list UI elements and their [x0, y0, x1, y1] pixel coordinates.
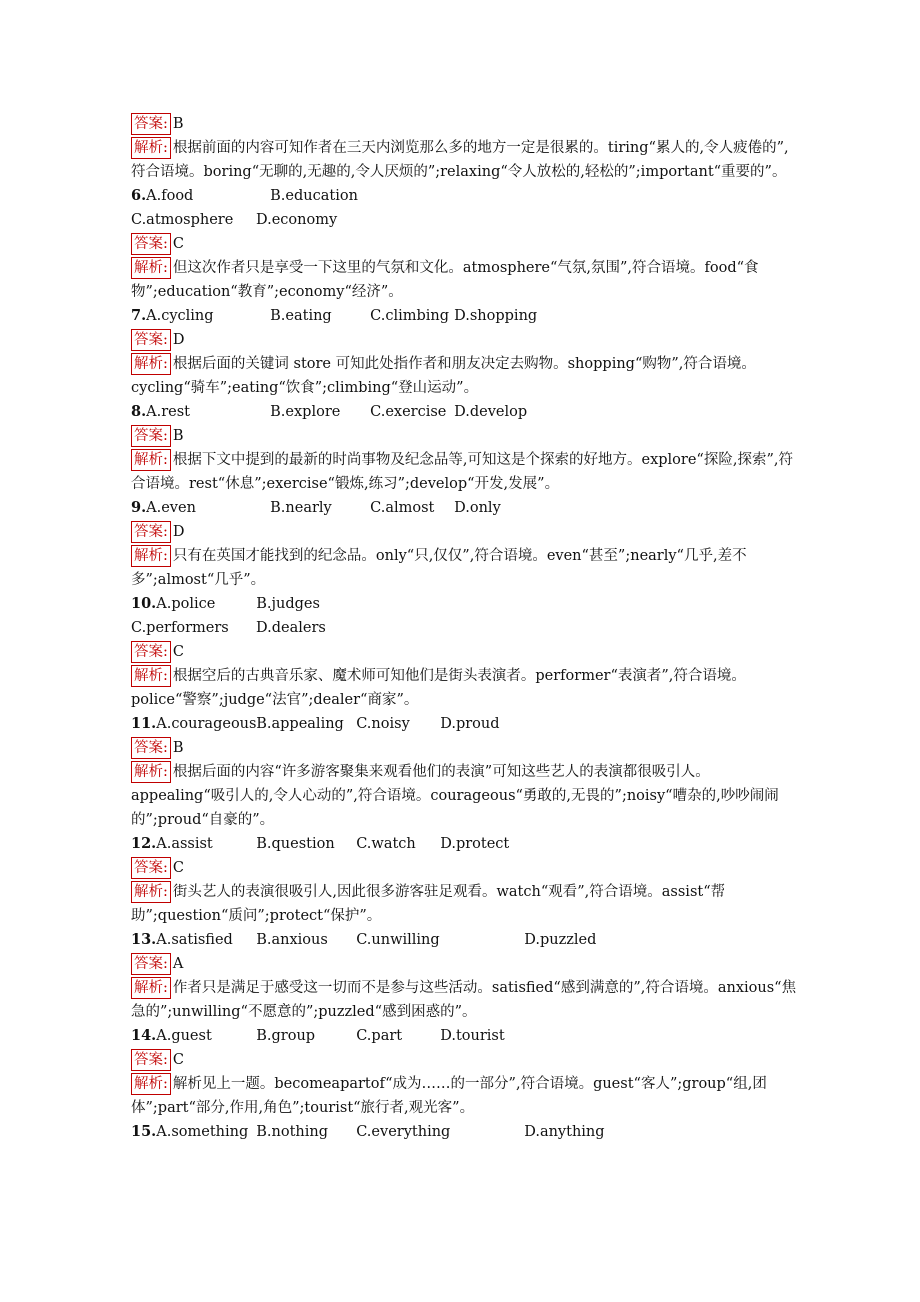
analysis-text: 根据空后的古典音乐家、魔术师可知他们是街头表演者。performer“表演者”,符合语境。police“警察”;judge“法官”;dealer“商家”。 — [131, 668, 746, 708]
option-b: B.eating — [270, 308, 332, 324]
analysis-text: 根据后面的内容“许多游客聚集来观看他们的表演”可知这些艺人的表演都很吸引人。appealing“吸引人的,令人心动的”,符合语境。courageous“勇敢的,无畏的”;noisy“嘈杂的,吵吵闹闹的”;proud“自豪的”。 — [131, 764, 779, 828]
analysis-text: 街头艺人的表演很吸引人,因此很多游客驻足观看。watch“观看”,符合语境。assist“帮助”;question“质问”;protect“保护”。 — [131, 884, 726, 924]
answer-value: C — [172, 1052, 184, 1068]
question-number: 15. — [131, 1123, 157, 1140]
option-c: C.climbing — [370, 308, 450, 324]
question-11-options — [131, 712, 803, 736]
option-d: D.develop — [454, 404, 528, 420]
answer-value: B — [172, 116, 184, 132]
analysis-row — [131, 1072, 803, 1120]
answer-tag: 答案: — [131, 233, 171, 255]
option-a: A.even — [146, 500, 196, 516]
option-b: B.explore — [270, 404, 341, 420]
analysis-text: 作者只是满足于感受这一切而不是参与这些活动。satisfied“感到满意的”,符合语境。anxious“焦急的”;unwilling“不愿意的”;puzzled“感到困惑的”。 — [131, 980, 797, 1020]
answer-tag: 答案: — [131, 857, 171, 879]
answer-value: C — [172, 860, 184, 876]
analysis-text: 只有在英国才能找到的纪念品。only“只,仅仅”,符合语境。even“甚至”;nearly“几乎,差不多”;almost“几乎”。 — [131, 548, 747, 588]
answer-tag: 答案: — [131, 329, 171, 351]
analysis-row — [131, 976, 803, 1024]
option-c: C.noisy — [356, 716, 410, 732]
option-a: A.satisfied — [156, 932, 233, 948]
option-d: D.tourist — [440, 1028, 505, 1044]
option-c: C.everything — [356, 1124, 451, 1140]
answer-value: C — [172, 236, 184, 252]
question-number: 9. — [131, 499, 147, 516]
option-b: B.nothing — [256, 1124, 328, 1140]
analysis-row — [131, 664, 803, 712]
answer-row — [131, 952, 803, 976]
question-15-options — [131, 1120, 803, 1144]
option-c: C.performers — [131, 620, 229, 636]
question-6-options-row-1 — [131, 184, 803, 208]
answer-tag: 答案: — [131, 1049, 171, 1071]
question-number: 8. — [131, 403, 147, 420]
answer-row — [131, 424, 803, 448]
analysis-tag: 解析: — [131, 881, 171, 903]
question-8-options — [131, 400, 803, 424]
option-d: D.economy — [256, 212, 338, 228]
answer-value: D — [172, 524, 185, 540]
question-12-options — [131, 832, 803, 856]
question-10-options-row-2 — [131, 616, 803, 640]
option-c: C.atmosphere — [131, 212, 234, 228]
option-d: D.protect — [440, 836, 510, 852]
answer-tag: 答案: — [131, 953, 171, 975]
analysis-tag: 解析: — [131, 449, 171, 471]
analysis-text: 但这次作者只是享受一下这里的气氛和文化。atmosphere“气氛,氛围”,符合语境。food“食物”;education“教育”;economy“经济”。 — [131, 260, 759, 300]
option-c: C.watch — [356, 836, 416, 852]
option-a: A.something — [156, 1124, 249, 1140]
analysis-tag: 解析: — [131, 257, 171, 279]
option-b: B.question — [256, 836, 335, 852]
option-c: C.exercise — [370, 404, 447, 420]
analysis-text: 根据后面的关键词 store 可知此处指作者和朋友决定去购物。shopping“购物”,符合语境。cycling“骑车”;eating“饮食”;climbing“登山运动”。 — [131, 356, 756, 396]
answer-row — [131, 1048, 803, 1072]
analysis-tag: 解析: — [131, 1073, 171, 1095]
option-c: C.part — [356, 1028, 403, 1044]
analysis-tag: 解析: — [131, 761, 171, 783]
analysis-row — [131, 544, 803, 592]
answer-row — [131, 112, 803, 136]
question-number: 13. — [131, 931, 157, 948]
answer-row — [131, 520, 803, 544]
analysis-row — [131, 136, 803, 184]
answer-tag: 答案: — [131, 641, 171, 663]
question-7-options — [131, 304, 803, 328]
answer-value: D — [172, 332, 185, 348]
question-number: 12. — [131, 835, 157, 852]
analysis-text: 根据下文中提到的最新的时尚事物及纪念品等,可知这是个探索的好地方。explore“探险,探索”,符合语境。rest“休息”;exercise“锻炼,练习”;develop“开发,发展”。 — [131, 452, 793, 492]
option-b: B.education — [270, 188, 358, 204]
analysis-row — [131, 448, 803, 496]
question-number: 14. — [131, 1027, 157, 1044]
question-13-options — [131, 928, 803, 952]
option-d: D.shopping — [454, 308, 538, 324]
answer-row — [131, 328, 803, 352]
answer-row — [131, 232, 803, 256]
answer-tag: 答案: — [131, 521, 171, 543]
answer-value: B — [172, 740, 184, 756]
analysis-tag: 解析: — [131, 665, 171, 687]
answer-row — [131, 736, 803, 760]
analysis-row — [131, 760, 803, 832]
option-b: B.nearly — [270, 500, 332, 516]
answer-row — [131, 640, 803, 664]
analysis-text: 解析见上一题。becomeapartof“成为……的一部分”,符合语境。guest“客人”;group“组,团体”;part“部分,作用,角色”;tourist“旅行者,观光客”。 — [131, 1076, 767, 1116]
option-b: B.group — [256, 1028, 316, 1044]
option-a: A.assist — [156, 836, 213, 852]
option-a: A.courageous — [156, 716, 257, 732]
option-c: C.unwilling — [356, 932, 440, 948]
option-b: B.anxious — [256, 932, 328, 948]
option-a: A.police — [156, 596, 216, 612]
option-b: B.appealing — [256, 716, 344, 732]
question-10-options-row-1 — [131, 592, 803, 616]
question-number: 11. — [131, 715, 157, 732]
question-number: 7. — [131, 307, 147, 324]
question-6-options-row-2 — [131, 208, 803, 232]
option-d: D.anything — [524, 1124, 605, 1140]
analysis-row — [131, 256, 803, 304]
option-a: A.food — [146, 188, 194, 204]
answer-tag: 答案: — [131, 113, 171, 135]
option-a: A.guest — [156, 1028, 212, 1044]
analysis-tag: 解析: — [131, 977, 171, 999]
option-d: D.proud — [440, 716, 500, 732]
analysis-tag: 解析: — [131, 137, 171, 159]
option-d: D.puzzled — [524, 932, 597, 948]
question-9-options — [131, 496, 803, 520]
answer-value: B — [172, 428, 184, 444]
question-number: 10. — [131, 595, 157, 612]
answer-value: C — [172, 644, 184, 660]
question-14-options — [131, 1024, 803, 1048]
option-c: C.almost — [370, 500, 435, 516]
question-page — [131, 112, 803, 1144]
option-d: D.only — [454, 500, 501, 516]
option-b: B.judges — [256, 596, 320, 612]
analysis-tag: 解析: — [131, 353, 171, 375]
analysis-row — [131, 352, 803, 400]
option-a: A.rest — [146, 404, 191, 420]
option-d: D.dealers — [256, 620, 326, 636]
answer-tag: 答案: — [131, 737, 171, 759]
answer-value: A — [172, 956, 184, 972]
question-number: 6. — [131, 187, 147, 204]
analysis-text: 根据前面的内容可知作者在三天内浏览那么多的地方一定是很累的。tiring“累人的,令人疲倦的”,符合语境。boring“无聊的,无趣的,令人厌烦的”;relaxing“令人放松的,轻松的”;important“重要的”。 — [131, 140, 789, 180]
analysis-tag: 解析: — [131, 545, 171, 567]
option-a: A.cycling — [146, 308, 214, 324]
answer-row — [131, 856, 803, 880]
analysis-row — [131, 880, 803, 928]
answer-tag: 答案: — [131, 425, 171, 447]
